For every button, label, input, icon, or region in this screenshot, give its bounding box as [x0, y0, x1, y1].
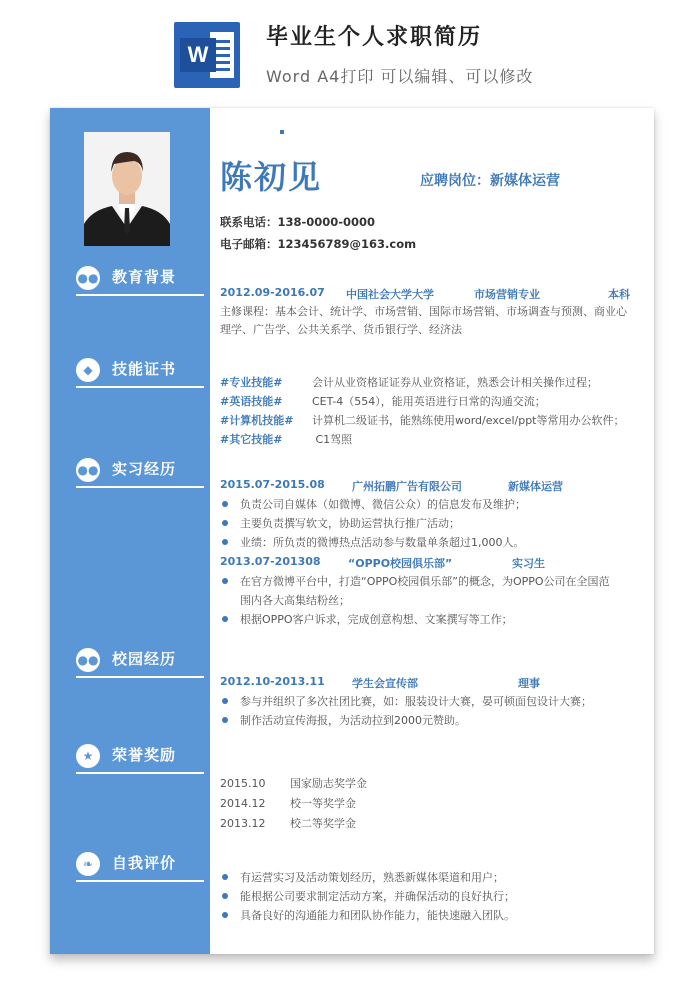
education-period: 2012.09-2016.07 [220, 286, 325, 299]
people-icon: ●● [76, 458, 100, 482]
list-item: 根据OPPO客户诉求，完成创意构想、文案撰写等工作； [220, 610, 640, 629]
education-courses-line1: 主修课程：基本会计、统计学、市场营销、国际市场营销、市场调查与预测、商业心 [220, 305, 627, 318]
tag-icon: ◆ [76, 358, 100, 382]
section-skills: ◆ 技能证书 [76, 354, 204, 388]
skill-item: #专业技能# 会计从业资格证证券从业资格证，熟悉会计相关操作过程； [220, 376, 598, 389]
resume-sheet [50, 108, 654, 954]
list-item: 负责公司自媒体（如微博、微信公众）的信息发布及维护； [220, 495, 640, 514]
leaf-icon: ❧ [76, 852, 100, 876]
education-degree: 本科 [608, 288, 630, 301]
list-item: 能根据公司要求制定活动方案，并确保活动的良好执行； [220, 887, 640, 906]
skill-item: #英语技能# CET-4（554），能用英语进行日常的沟通交流； [220, 395, 546, 408]
contact-email: 电子邮箱：123456789@163.com [220, 237, 417, 251]
education-major: 市场营销专业 [474, 288, 540, 301]
list-item: 参与并组织了多次社团比赛，如：服装设计大赛，晏可顿面包设计大赛； [220, 692, 640, 711]
decorative-dot [280, 130, 284, 134]
education-school: 中国社会大学大学 [346, 288, 434, 301]
section-campus: ●● 校园经历 [76, 644, 204, 678]
word-logo-icon [174, 22, 240, 88]
section-education: ●● 教育背景 [76, 262, 204, 296]
list-item: 主要负责撰写软文，协助运营执行推广活动； [220, 514, 640, 533]
profile-photo [84, 132, 170, 246]
education-courses-line2: 理学、广告学、公共关系学、货币银行学、经济法 [220, 323, 462, 336]
section-internship: ●● 实习经历 [76, 454, 204, 488]
list-item: 有运营实习及活动策划经历，熟悉新媒体渠道和用户； [220, 868, 640, 887]
contact-phone: 联系电话：138-0000-0000 [220, 215, 376, 229]
award-item: 2015.10 国家励志奖学金 [220, 777, 367, 790]
page-title: 毕业生个人求职简历 [266, 25, 483, 50]
star-icon: ★ [76, 744, 100, 768]
award-item: 2013.12 校二等奖学金 [220, 817, 356, 830]
skill-item: #计算机技能# 计算机二级证书，能熟练使用word/excel/ppt等常用办公软件； [220, 414, 625, 427]
list-item: 在官方微博平台中，打造“OPPO校园俱乐部”的概念，为OPPO公司在全国范 围内各大高集结粉丝； [220, 572, 640, 610]
applied-position: 应聘岗位：新媒体运营 [420, 173, 560, 189]
word-letter: W [180, 38, 216, 72]
resume-sidebar [50, 108, 210, 954]
skill-item: #其它技能# C1驾照 [220, 433, 353, 446]
people-icon: ●● [76, 266, 100, 290]
section-awards: ★ 荣誉奖励 [76, 740, 204, 774]
resume-main: 陈初见 应聘岗位：新媒体运营 联系电话：138-0000-0000 电子邮箱：123456789@163.com 2012.09-2016.07 中国社会大学大学 市场营销专业 本科 主修课程：基本会计、统计学、市场营销、国际市场营销、市场调查与预测、商业心 理学、广告学、公共关系学、货币银行学、经济法 #专业技能# 会计从业资格证证券从业资格证，熟悉会计相关操作过程； #英语技能# CET-4（554），能用英语进行日常的沟通交流； #计算机技能# 计算机二级证书，能熟练使用word/excel/ppt等常用办公软件； #其它技能# C1驾照 2015.07-2015.08 广州拓鹏广告有限公司 新媒体运营 负责公司自媒体（如微博、微信公众）的信息发布及维护； 主要负责撰写软文，协助运营执行推广活动； 业绩：所负责的微博热点活动参与数量单条超过1,000人。 2013.07-201308 “OPPO校园俱乐部” 实习生 在官方微博平台中，打造“OPPO校园俱乐部”的概念，为OPPO公司在全国范 围内各大高集结粉丝； 根据OPPO客户诉求，完成创意构想、文案撰写等工作； 2012.10-2013.11 学生会宣传部 理事 参与并组织了多次社团比赛，如：服装设计大赛，晏可顿面包设计大赛； 制作活动宣传海报，为活动拉到2000元赞助。 2015.10 国家励志奖学金 2014.12 校一等奖学金 2013.12 校二等奖学金 有运营实习及活动策划经历，熟悉新媒体渠道和用户； 能根据公司要求制定活动方案，并确保活动的良好执行； 具备良好的沟通能力和团队协作能力，能快速融入团队。 [210, 108, 654, 954]
page-subtitle: Word A4打印 可以编辑、可以修改 [266, 67, 534, 86]
award-item: 2014.12 校一等奖学金 [220, 797, 356, 810]
list-item: 制作活动宣传海报，为活动拉到2000元赞助。 [220, 711, 640, 730]
section-self-evaluation: ❧ 自我评价 [76, 848, 204, 882]
list-item: 具备良好的沟通能力和团队协作能力，能快速融入团队。 [220, 906, 640, 925]
candidate-name: 陈初见 [220, 158, 323, 196]
list-item: 业绩：所负责的微博热点活动参与数量单条超过1,000人。 [220, 533, 640, 552]
people-icon: ●● [76, 648, 100, 672]
